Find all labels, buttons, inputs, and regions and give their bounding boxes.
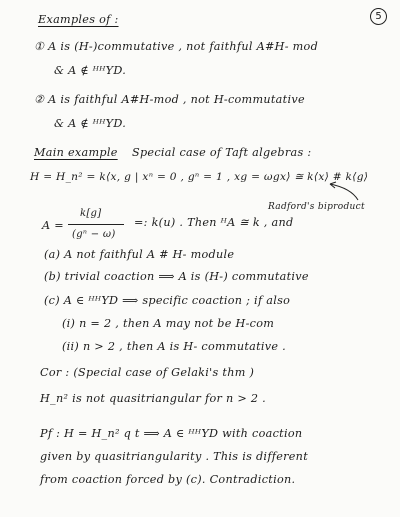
example-2-line: ② A is faithful A#H-mod , not H-commutative <box>34 93 305 106</box>
radfords-biproduct-note: Radford's biproduct <box>268 202 365 212</box>
fraction-bar <box>68 224 124 225</box>
item-c-ii: (ii) n > 2 , then A is H- commutative . <box>62 340 287 353</box>
item-c: (c) A ∈ ᴴᴴYD ⟹ specific coaction ; if also <box>44 294 291 307</box>
fraction-denominator: (gⁿ − ω) <box>72 229 116 240</box>
proof-line-1: Pf : H = H_n² q t ⟹ A ∈ ᴴᴴYD with coaction <box>40 427 303 440</box>
proof-line-3: from coaction forced by (c). Contradiction. <box>40 473 296 486</box>
example-2-condition: & A ∉ ᴴᴴYD. <box>54 117 127 130</box>
page-number: 5 <box>370 8 387 25</box>
a-definition-then: =: k(u) . Then ᴴA ≅ k , and <box>134 216 294 229</box>
main-example-description: Special case of Taft algebras : <box>132 146 312 159</box>
item-c-i: (i) n = 2 , then A may not be H-com <box>62 317 275 330</box>
corollary-statement: H_n² is not quasitriangular for n > 2 . <box>40 392 267 405</box>
example-1-line: ① A is (H-)commutative , not faithful A#H- mod <box>34 40 319 53</box>
main-example-heading: Main example <box>34 146 118 159</box>
arrow-to-biproduct-icon <box>300 180 370 202</box>
a-equals: A = <box>42 219 64 232</box>
example-1-condition: & A ∉ ᴴᴴYD. <box>54 64 127 77</box>
proof-line-2: given by quasitriangularity . This is different <box>40 450 308 463</box>
item-a: (a) A not faithful A # H- module <box>44 248 235 261</box>
taft-algebra-definition: H = H_n² = k⟨x, g | xⁿ = 0 , gⁿ = 1 , xg = ωgx⟩ ≅ k⟨x⟩ # k⟨g⟩ <box>30 171 369 183</box>
quotient-fraction <box>68 205 126 245</box>
corollary-line: Cor : (Special case of Gelaki's thm ) <box>40 366 255 379</box>
item-b: (b) trivial coaction ⟹ A is (H-) commutative <box>44 270 309 283</box>
fraction-numerator: k[g] <box>80 208 102 219</box>
examples-heading: Examples of : <box>38 13 119 26</box>
